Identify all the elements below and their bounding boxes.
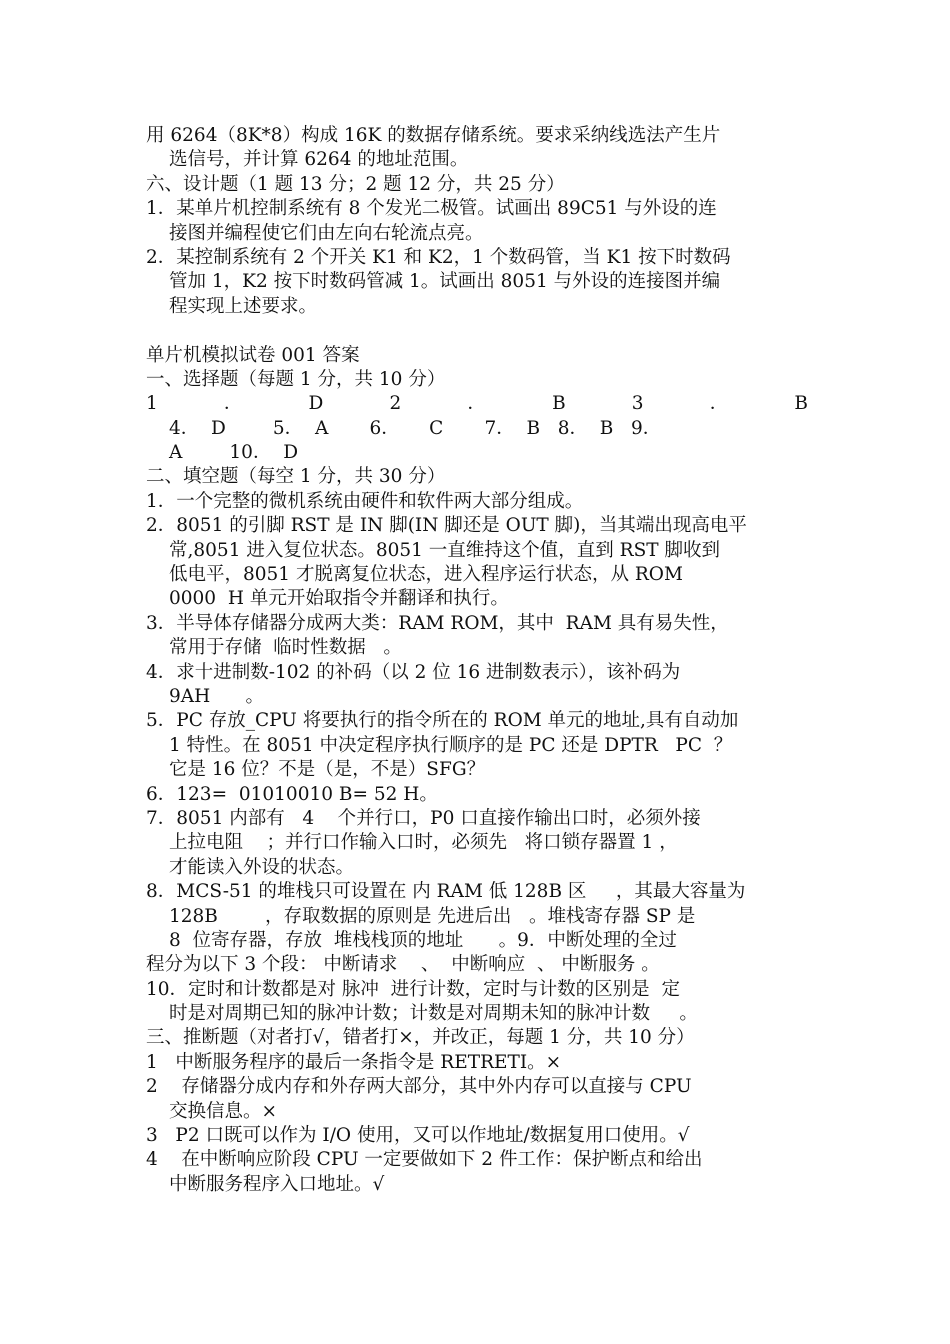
choice-dot: ．	[467, 393, 486, 415]
text-line: 9AH 。	[169, 685, 265, 707]
text-line: 程分为以下 3 个段： 中断请求 、 中断响应 、 中断服务 。	[146, 954, 660, 976]
text-line: 才能读入外设的状态。	[169, 856, 355, 878]
choice-dot: ．	[709, 393, 729, 415]
text-line: 程实现上述要求。	[169, 295, 318, 317]
text-line: 2 存储器分成内存和外存两大部分，其中外内存可以直接与 CPU	[146, 1076, 692, 1098]
blank-line	[146, 319, 808, 343]
text-line: 128B ，存取数据的原则是 先进后出 。堆栈寄存器 SP 是	[169, 905, 696, 927]
choice-answer: B	[794, 393, 808, 415]
text-line: 它是 16 位？不是（是，不是）SFG？	[169, 759, 486, 781]
text-line: 4 在中断响应阶段 CPU 一定要做如下 2 件工作：保护断点和给出	[146, 1149, 703, 1171]
text-line: 5．PC 存放_CPU 将要执行的指令所在的 ROM 单元的地址,具有自动加	[146, 710, 739, 732]
text-line: 1 中断服务程序的最后一条指令是 RETRETI。×	[146, 1051, 562, 1073]
answer-title: 单片机模拟试卷 001 答案	[146, 344, 360, 366]
text-line: 常,8051 进入复位状态。8051 一直维持这个值，直到 RST 脚收到	[169, 539, 721, 561]
text-line: 8 位寄存器，存放 堆栈栈顶的地址 。9．中断处理的全过	[169, 929, 677, 951]
document-page	[146, 124, 808, 1197]
text-line: 7．8051 内部有 4 个并行口，P0 口直接作输出口时，必须外接	[146, 807, 701, 829]
text-line: 10．定时和计数都是对 脉冲 进行计数，定时与计数的区别是 定	[146, 978, 680, 1000]
text-line: 4． D 5． A 6． C 7． B 8． B 9．	[169, 417, 662, 439]
text-line: 4．求十进制数-102 的补码（以 2 位 16 进制数表示），该补码为	[146, 661, 681, 683]
text-line: 8．MCS-51 的堆栈只可设置在 内 RAM 低 128B 区 ，其最大容量为	[146, 881, 746, 903]
text-line: 选信号，并计算 6264 的地址范围。	[169, 149, 469, 171]
choice-answer: B	[552, 393, 566, 415]
text-line: 0000 H 单元开始取指令并翻译和执行。	[169, 588, 509, 610]
text-line: 用 6264（8K*8）构成 16K 的数据存储系统。要求采纳线选法产生片	[146, 125, 721, 146]
text-line: 2．某控制系统有 2 个开关 K1 和 K2，1 个数码管，当 K1 按下时数码	[146, 246, 731, 268]
text-line: 6．123= 01010010 B= 52 H。	[146, 783, 438, 805]
text-line: 3 P2 口既可以作为 I/O 使用，又可以作地址/数据复用口使用。√	[146, 1125, 690, 1147]
text-line: 2．8051 的引脚 RST 是 IN 脚(IN 脚还是 OUT 脚)，当其端出现高电平	[146, 515, 747, 537]
text-line: 低电平，8051 才脱离复位状态，进入程序运行状态，从 ROM	[169, 564, 683, 586]
text-line: 1 特性。在 8051 中决定程序执行顺序的是 PC 还是 DPTR PC ？	[169, 734, 733, 756]
section-heading: 六、设计题（1 题 13 分；2 题 12 分，共 25 分）	[146, 173, 565, 195]
choice-number: 1	[146, 393, 158, 415]
text-line: 中断服务程序入口地址。√	[169, 1173, 385, 1195]
text-line: 1．某单片机控制系统有 8 个发光二极管。试画出 89C51 与外设的连	[146, 198, 717, 220]
choice-dot: ．	[223, 393, 243, 415]
text-line: 上拉电阻 ；并行口作输入口时，必须先 将口锁存器置 1 ，	[169, 832, 678, 854]
text-line: 交换信息。×	[169, 1100, 278, 1122]
text-line: 接图并编程使它们由左向右轮流点亮。	[169, 222, 484, 244]
text-line: A 10． D	[169, 442, 299, 464]
text-line: 1．一个完整的微机系统由硬件和软件两大部分组成。	[146, 490, 584, 512]
section-heading: 三、推断题（对者打√，错者打×，并改正，每题 1 分，共 10 分）	[146, 1027, 695, 1049]
text-line: 常用于存储 临时性数据 。	[169, 637, 402, 659]
text-line: 时是对周期已知的脉冲计数；计数是对周期未知的脉冲计数 。	[169, 1003, 698, 1025]
choice-answer: D	[308, 393, 324, 415]
text-line: 3．半导体存储器分成两大类：RAM ROM，其中 RAM 具有易失性，	[146, 612, 729, 634]
choice-number: 3	[631, 393, 644, 415]
section-heading: 二、填空题（每空 1 分，共 30 分）	[146, 466, 446, 488]
choice-answer-row	[146, 392, 808, 416]
section-heading: 一、选择题（每题 1 分，共 10 分）	[146, 368, 446, 390]
choice-number: 2	[389, 393, 402, 415]
text-line: 管加 1，K2 按下时数码管减 1。试画出 8051 与外设的连接图并编	[169, 271, 721, 293]
